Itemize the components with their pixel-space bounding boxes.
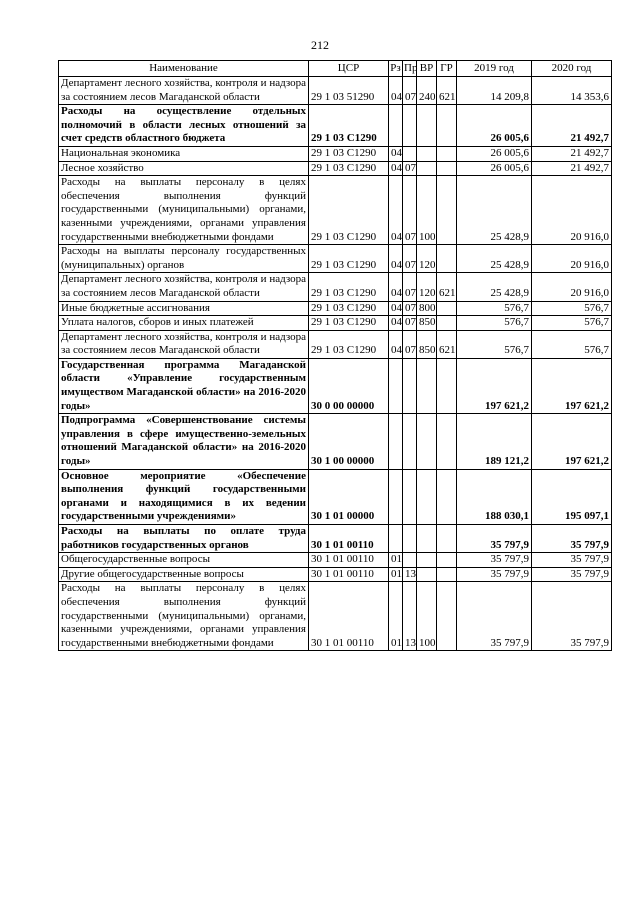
table-row <box>59 245 612 273</box>
cell-rz: 04 <box>389 77 403 105</box>
cell-gr: 621 <box>437 77 457 105</box>
cell-gr <box>437 245 457 273</box>
page-number: 212 <box>311 38 329 52</box>
cell-vr <box>417 161 437 176</box>
cell-name: Департамент лесного хозяйства, контроля и надзора за состоянием лесов Магаданской области <box>59 77 309 105</box>
cell-vr: 240 <box>417 77 437 105</box>
cell-2020: 21 492,7 <box>532 161 612 176</box>
cell-name: Лесное хозяйство <box>59 161 309 176</box>
cell-name: Национальная экономика <box>59 146 309 161</box>
cell-name: Другие общегосударственные вопросы <box>59 567 309 582</box>
cell-gr <box>437 146 457 161</box>
table-row <box>59 105 612 147</box>
cell-csr: 29 1 03 С1290 <box>309 330 389 358</box>
cell-2020: 35 797,9 <box>532 525 612 553</box>
cell-csr: 29 1 03 С1290 <box>309 273 389 301</box>
cell-gr <box>437 161 457 176</box>
header-gr: ГР <box>437 61 457 77</box>
cell-2019: 26 005,6 <box>457 146 532 161</box>
cell-pr: 07 <box>403 245 417 273</box>
cell-vr: 800 <box>417 301 437 316</box>
cell-pr <box>403 525 417 553</box>
cell-gr <box>437 414 457 469</box>
cell-2019: 189 121,2 <box>457 414 532 469</box>
cell-2019: 25 428,9 <box>457 273 532 301</box>
cell-vr: 100 <box>417 176 437 245</box>
cell-rz <box>389 525 403 553</box>
cell-gr <box>437 553 457 568</box>
cell-vr: 120 <box>417 245 437 273</box>
header-2020: 2020 год <box>532 61 612 77</box>
cell-2020: 14 353,6 <box>532 77 612 105</box>
table-header-row <box>59 61 612 77</box>
cell-2020: 35 797,9 <box>532 567 612 582</box>
cell-csr: 29 1 03 С1290 <box>309 245 389 273</box>
cell-2020: 35 797,9 <box>532 582 612 651</box>
cell-2019: 35 797,9 <box>457 525 532 553</box>
cell-2020: 35 797,9 <box>532 553 612 568</box>
cell-name: Расходы на выплаты персоналу государственных (муниципальных) органов <box>59 245 309 273</box>
cell-pr <box>403 146 417 161</box>
cell-csr: 29 1 03 С1290 <box>309 176 389 245</box>
cell-rz: 04 <box>389 273 403 301</box>
cell-vr: 120 <box>417 273 437 301</box>
table-row <box>59 77 612 105</box>
cell-2019: 26 005,6 <box>457 105 532 147</box>
cell-2019: 576,7 <box>457 316 532 331</box>
cell-2019: 188 030,1 <box>457 469 532 524</box>
cell-rz <box>389 469 403 524</box>
table-row <box>59 567 612 582</box>
header-name: Наименование <box>59 61 309 77</box>
table-row <box>59 330 612 358</box>
table-row <box>59 469 612 524</box>
cell-gr: 621 <box>437 330 457 358</box>
cell-rz: 01 <box>389 582 403 651</box>
cell-2019: 35 797,9 <box>457 567 532 582</box>
table-row <box>59 273 612 301</box>
cell-gr <box>437 469 457 524</box>
cell-vr <box>417 525 437 553</box>
cell-csr: 29 1 03 С1290 <box>309 105 389 147</box>
cell-name: Государственная программа Магаданской области «Управление государственным имуществом Магаданской области» на 2016-2020 годы» <box>59 358 309 413</box>
cell-2019: 14 209,8 <box>457 77 532 105</box>
header-2019: 2019 год <box>457 61 532 77</box>
cell-pr: 07 <box>403 273 417 301</box>
cell-gr <box>437 582 457 651</box>
cell-2019: 197 621,2 <box>457 358 532 413</box>
cell-gr <box>437 525 457 553</box>
cell-2020: 20 916,0 <box>532 273 612 301</box>
table-row <box>59 582 612 651</box>
cell-2020: 576,7 <box>532 330 612 358</box>
cell-csr: 30 0 00 00000 <box>309 358 389 413</box>
cell-name: Иные бюджетные ассигнования <box>59 301 309 316</box>
cell-2019: 25 428,9 <box>457 176 532 245</box>
header-csr: ЦСР <box>309 61 389 77</box>
cell-vr <box>417 358 437 413</box>
cell-pr <box>403 553 417 568</box>
cell-name: Расходы на выплаты персоналу в целях обеспечения выполнения функций государственными (муниципальными) органами, казенными учреждениями, органами управления государственными внебюджетными фондами <box>59 582 309 651</box>
cell-2020: 20 916,0 <box>532 245 612 273</box>
cell-csr: 30 1 01 00110 <box>309 525 389 553</box>
table-row <box>59 358 612 413</box>
cell-csr: 30 1 01 00000 <box>309 469 389 524</box>
cell-pr: 07 <box>403 301 417 316</box>
cell-pr: 07 <box>403 77 417 105</box>
table-row <box>59 301 612 316</box>
cell-csr: 29 1 03 С1290 <box>309 316 389 331</box>
cell-csr: 30 1 01 00110 <box>309 553 389 568</box>
table-row <box>59 414 612 469</box>
cell-vr: 850 <box>417 330 437 358</box>
cell-name: Департамент лесного хозяйства, контроля и надзора за состоянием лесов Магаданской области <box>59 273 309 301</box>
cell-pr <box>403 469 417 524</box>
cell-2019: 576,7 <box>457 330 532 358</box>
cell-rz: 04 <box>389 146 403 161</box>
cell-pr: 13 <box>403 567 417 582</box>
cell-2020: 20 916,0 <box>532 176 612 245</box>
cell-rz: 04 <box>389 316 403 331</box>
cell-vr <box>417 553 437 568</box>
cell-name: Общегосударственные вопросы <box>59 553 309 568</box>
budget-table <box>58 60 612 651</box>
table-row <box>59 146 612 161</box>
cell-2020: 21 492,7 <box>532 146 612 161</box>
cell-csr: 29 1 03 С1290 <box>309 301 389 316</box>
cell-name: Основное мероприятие «Обеспечение выполнения функций государственными органами и находящимися в их ведении государственными учреждениями» <box>59 469 309 524</box>
cell-name: Департамент лесного хозяйства, контроля и надзора за состоянием лесов Магаданской области <box>59 330 309 358</box>
cell-name: Расходы на выплаты по оплате труда работников государственных органов <box>59 525 309 553</box>
cell-rz: 04 <box>389 245 403 273</box>
cell-pr <box>403 358 417 413</box>
cell-pr <box>403 414 417 469</box>
header-rz: Рз <box>389 61 403 77</box>
cell-csr: 30 1 00 00000 <box>309 414 389 469</box>
cell-rz: 01 <box>389 553 403 568</box>
cell-rz <box>389 358 403 413</box>
table-row <box>59 316 612 331</box>
cell-2020: 21 492,7 <box>532 105 612 147</box>
cell-name: Уплата налогов, сборов и иных платежей <box>59 316 309 331</box>
cell-pr: 07 <box>403 316 417 331</box>
cell-2020: 197 621,2 <box>532 358 612 413</box>
cell-vr <box>417 469 437 524</box>
cell-pr <box>403 105 417 147</box>
cell-vr: 850 <box>417 316 437 331</box>
cell-2020: 576,7 <box>532 301 612 316</box>
cell-gr <box>437 176 457 245</box>
cell-gr: 621 <box>437 273 457 301</box>
cell-csr: 29 1 03 С1290 <box>309 146 389 161</box>
cell-gr <box>437 567 457 582</box>
cell-2020: 197 621,2 <box>532 414 612 469</box>
cell-2019: 35 797,9 <box>457 553 532 568</box>
cell-csr: 29 1 03 С1290 <box>309 161 389 176</box>
cell-pr: 07 <box>403 176 417 245</box>
cell-vr <box>417 414 437 469</box>
header-pr: Пр <box>403 61 417 77</box>
cell-csr: 29 1 03 51290 <box>309 77 389 105</box>
cell-2019: 35 797,9 <box>457 582 532 651</box>
cell-gr <box>437 358 457 413</box>
table-row <box>59 525 612 553</box>
cell-2019: 576,7 <box>457 301 532 316</box>
table-row <box>59 176 612 245</box>
cell-csr: 30 1 01 00110 <box>309 567 389 582</box>
cell-pr: 07 <box>403 330 417 358</box>
cell-rz: 04 <box>389 161 403 176</box>
cell-rz: 01 <box>389 567 403 582</box>
cell-rz <box>389 414 403 469</box>
header-vr: ВР <box>417 61 437 77</box>
cell-2020: 195 097,1 <box>532 469 612 524</box>
cell-gr <box>437 301 457 316</box>
cell-2019: 26 005,6 <box>457 161 532 176</box>
cell-csr: 30 1 01 00110 <box>309 582 389 651</box>
cell-rz: 04 <box>389 301 403 316</box>
cell-pr: 07 <box>403 161 417 176</box>
cell-gr <box>437 316 457 331</box>
cell-vr: 100 <box>417 582 437 651</box>
table-row <box>59 161 612 176</box>
cell-vr <box>417 567 437 582</box>
cell-vr <box>417 146 437 161</box>
cell-2020: 576,7 <box>532 316 612 331</box>
cell-name: Расходы на выплаты персоналу в целях обеспечения выполнения функций государственными (муниципальными) органами, казенными учреждениями, органами управления государственными внебюджетными фондами <box>59 176 309 245</box>
cell-vr <box>417 105 437 147</box>
table-row <box>59 553 612 568</box>
cell-name: Подпрограмма «Совершенствование системы управления в сфере имущественно-земельных отношений Магаданской области» на 2016-2020 годы» <box>59 414 309 469</box>
cell-rz: 04 <box>389 330 403 358</box>
cell-rz: 04 <box>389 176 403 245</box>
cell-name: Расходы на осуществление отдельных полномочий в области лесных отношений за счет средств областного бюджета <box>59 105 309 147</box>
cell-rz <box>389 105 403 147</box>
cell-gr <box>437 105 457 147</box>
cell-pr: 13 <box>403 582 417 651</box>
cell-2019: 25 428,9 <box>457 245 532 273</box>
